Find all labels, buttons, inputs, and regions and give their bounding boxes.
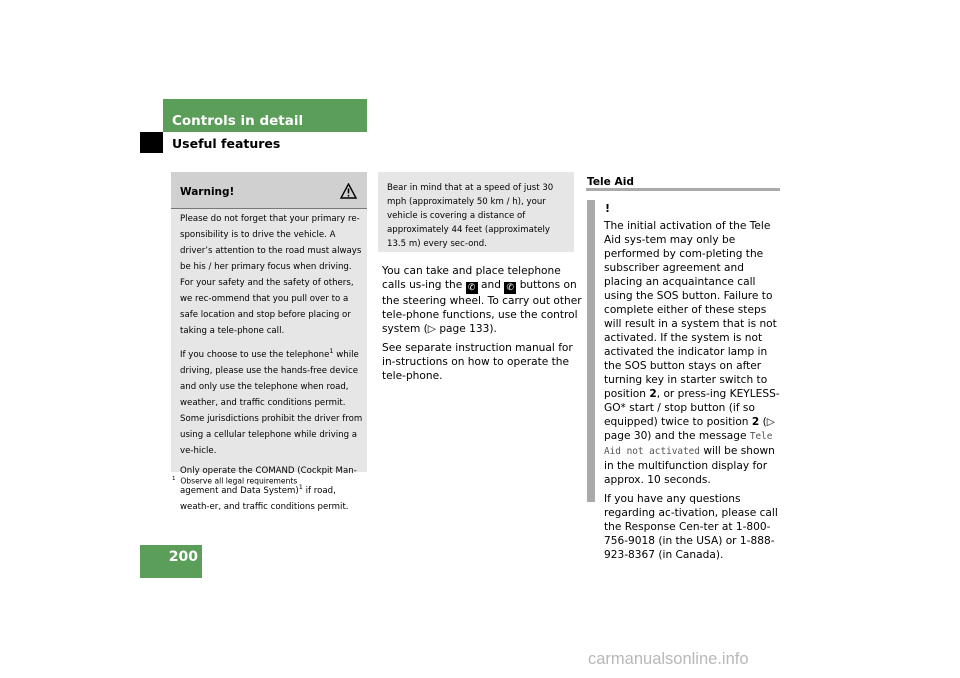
tele-aid-paragraph: If you have any questions regarding ac-tivation, please call the Response Cen-ter at 1-800-756-9018 (in the USA) or 1-888-923-8367 (in Canada). bbox=[604, 493, 778, 561]
telephone-paragraph: See separate instruction manual for in-structions on how to operate the tele-phone. bbox=[382, 342, 573, 382]
telephone-section bbox=[382, 264, 582, 388]
warning-paragraph: Only operate the COMAND (Cockpit Man-agement and Data System)$^1$ if road, weath-er, and traffic conditions permit. bbox=[180, 465, 357, 512]
display-message: Tele Aid not activated bbox=[604, 431, 773, 457]
footnote-text: Observe all legal requirements bbox=[180, 476, 298, 486]
section-title: Controls in detail bbox=[172, 113, 304, 129]
phone-pickup-icon: ✆ bbox=[466, 282, 478, 294]
telephone-paragraph: You can take and place telephone calls us-ing the ✆ and ✆ buttons on the steering wheel. To carry out other tele-phone functions, use the control system (▷ page 133). bbox=[382, 265, 582, 335]
warning-title: Warning! bbox=[180, 186, 235, 198]
tele-aid-title: Tele Aid bbox=[587, 176, 634, 188]
exclamation-icon: ! bbox=[605, 202, 611, 215]
page-number: 200 bbox=[140, 545, 202, 578]
header-black-tab bbox=[140, 132, 163, 153]
tele-aid-rule bbox=[586, 188, 780, 191]
footnote bbox=[172, 476, 297, 486]
footnote-marker: 1 bbox=[298, 482, 303, 491]
warning-paragraph: Please do not forget that your primary re-sponsibility is to drive the vehicle. A driver’s attention to the road must always be his / her primary focus when driving. For your safety and the safety of others, we rec-ommend that you pull over to a safe location and stop before placing or taking a tele-phone call. bbox=[180, 214, 362, 336]
footnote-mark: 1 bbox=[172, 476, 176, 482]
subsection-title: Useful features bbox=[172, 136, 281, 151]
tele-aid-body bbox=[604, 219, 782, 567]
phone-hangup-icon: ✆ bbox=[504, 282, 516, 294]
speed-note-text: Bear in mind that at a speed of just 30 mph (approximately 50 km / h), your vehicle is covering a distance of approximately 44 feet (approximately 13.5 m) every sec-ond. bbox=[387, 183, 554, 249]
watermark: carmanualsonline.info bbox=[588, 650, 749, 668]
tele-aid-note-bar bbox=[587, 200, 595, 502]
warning-body bbox=[180, 211, 364, 519]
tele-aid-paragraph: The initial activation of the Tele Aid sys-tem may only be performed by com-pleting the subscriber agreement and placing an acquaintance call using the SOS button. Failure to complete either of these steps will result in a system that is not activated. If the system is not activated the indicator lamp in the SOS button stays on after turning key in starter switch to position 2, or press-ing KEYLESS-GO* start / stop button (if so equipped) twice to position 2 (▷ page 30) and the message Tele Aid not activated will be shown in the multifunction display for approx. 10 seconds. bbox=[604, 220, 780, 486]
warning-triangle-icon bbox=[340, 183, 357, 203]
warning-paragraph: If you choose to use the telephone$^1$ while driving, please use the hands-free device and only use the telephone when road, weather, and traffic conditions permit. Some jurisdictions prohibit the driver from using a cellular telephone while driving a ve-hicle. bbox=[180, 347, 363, 456]
footnote-marker: 1 bbox=[329, 347, 334, 355]
